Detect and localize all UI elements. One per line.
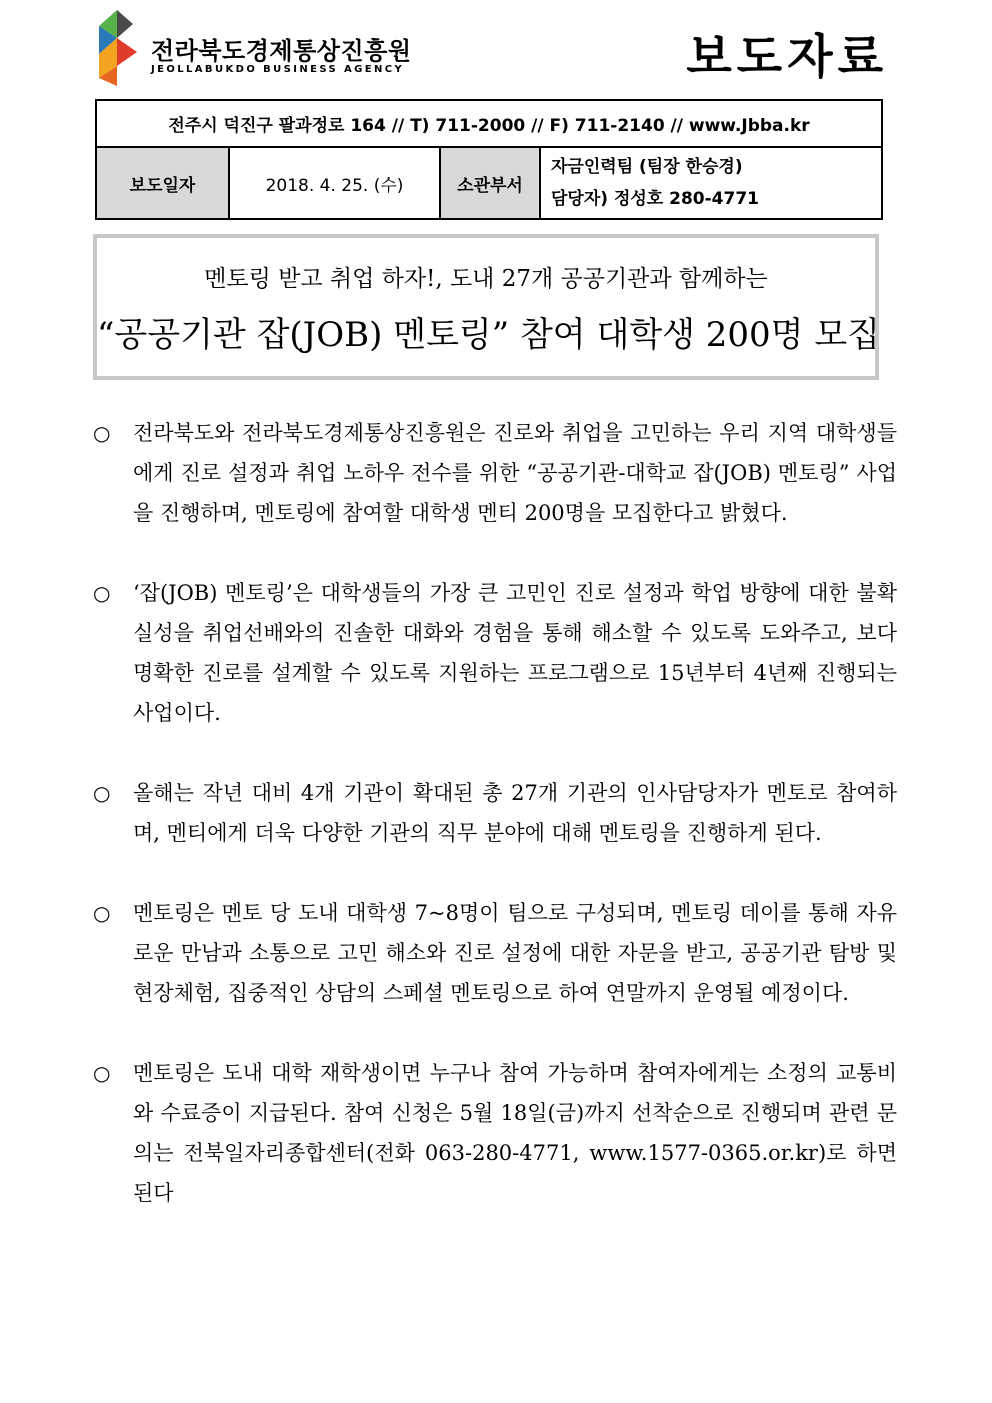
paragraph-2 [93,573,897,733]
paragraph-5 [93,1053,897,1213]
bullet-circle-icon: ○ [93,421,111,445]
press-info-table [95,99,883,220]
paragraph-3 [93,773,897,853]
paragraph-1 [93,413,897,533]
release-date-label: 보도일자 [96,147,229,219]
contact-address-line: 전주시 덕진구 팔과정로 164 // T) 711-2000 // F) 711-2140 // www.Jbba.kr [96,100,882,147]
headline-title: “공공기관 잡(JOB) 멘토링” 참여 대학생 200명 모집 [97,315,881,355]
document-type-title: 보도자료 [686,30,888,85]
paragraph-text: 멘토링은 도내 대학 재학생이면 누구나 참여 가능하며 참여자에게는 소정의 교통비와 수료증이 지급된다. 참여 신청은 5월 18일(금)까지 선착순으로 진행되며 관련 문의는 전북일자리종합센터(전화 063-280-4771, www.1577-0365.or.kr)로 하면 된다 [133,1061,897,1205]
press-body [93,413,897,1253]
bullet-circle-icon: ○ [93,781,111,805]
paragraph-text: 전라북도와 전라북도경제통상진흥원은 진로와 취업을 고민하는 우리 지역 대학생들에게 진로 설정과 취업 노하우 전수를 위한 “공공기관-대학교 잡(JOB) 멘토링” 사업을 진행하며, 멘토링에 참여할 대학생 멘티 200명을 모집한다고 밝혔다. [133,421,897,525]
bullet-circle-icon: ○ [93,901,111,925]
org-name-english: JEOLLABUKDO BUSINESS AGENCY [151,64,405,75]
paragraph-4 [93,893,897,1013]
paragraph-text: 올해는 작년 대비 4개 기관이 확대된 총 27개 기관의 인사담당자가 멘토로 참여하며, 멘티에게 더욱 다양한 기관의 직무 분야에 대해 멘토링을 진행하게 된다. [133,781,897,845]
department-label: 소관부서 [440,147,540,219]
headline-box [93,234,879,380]
department-contact: 담당자) 정성호 280-4771 [551,189,759,209]
bullet-circle-icon: ○ [93,581,111,605]
paragraph-text: 멘토링은 멘토 당 도내 대학생 7~8명이 팀으로 구성되며, 멘토링 데이를 통해 자유로운 만남과 소통으로 고민 해소와 진로 설정에 대한 자문을 받고, 공공기관 탐방 및 현장체험, 집중적인 상담의 스페셜 멘토링으로 하여 연말까지 운영될 예정이다. [133,901,897,1005]
org-name-korean: 전라북도경제통상진흥원 [151,37,412,65]
logo-emblem-icon [93,8,145,88]
department-team: 자금인력팀 (팀장 한승경) [551,157,743,177]
paragraph-text: ‘잡(JOB) 멘토링’은 대학생들의 가장 큰 고민인 진로 설정과 학업 방향에 대한 불확실성을 취업선배와의 진솔한 대화와 경험을 통해 해소할 수 있도록 도와주고, 보다 명확한 진로를 설계할 수 있도록 지원하는 프로그램으로 15년부터 4년째 진행되는 사업이다. [133,581,897,725]
release-date-value: 2018. 4. 25. (수) [229,147,440,219]
headline-subtitle: 멘토링 받고 취업 하자!, 도내 27개 공공기관과 함께하는 [204,266,768,292]
department-value [540,147,882,219]
bullet-circle-icon: ○ [93,1061,111,1085]
org-logo [93,8,412,88]
